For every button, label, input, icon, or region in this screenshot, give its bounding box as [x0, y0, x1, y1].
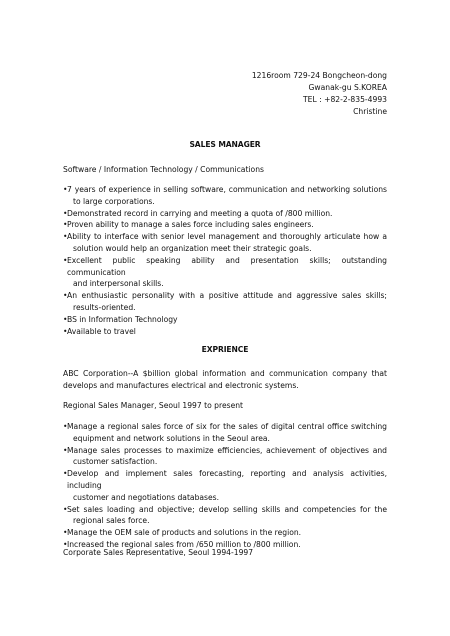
list-item-text: BS in Information Technology: [67, 314, 178, 324]
qualification-item: [63, 290, 387, 314]
position-title: Regional Sales Manager, Seoul 1997 to present: [63, 401, 244, 410]
company-description-line: ABC Corporation--A $billion global information and communication company that: [63, 369, 387, 378]
list-item-continuation: solution would help an organization meet their strategic goals.: [73, 243, 312, 253]
qualification-item: [63, 255, 387, 290]
duties-list: [63, 421, 387, 551]
bullet-marker: •: [63, 232, 68, 242]
address-district: Gwanak-gu S.KOREA: [308, 83, 387, 92]
company-description: [63, 368, 387, 392]
list-item-continuation: customer and negotiations databases.: [73, 492, 220, 502]
list-item-text: Manage the OEM sale of products and solutions in the region.: [67, 528, 302, 538]
list-item-text: An enthusiastic personality with a positive attitude and aggressive sales skills;: [67, 291, 387, 301]
qualification-item: [63, 326, 387, 338]
list-item-body: [67, 326, 387, 338]
list-item-continuation: and interpersonal skills.: [73, 279, 164, 289]
list-item-text: Increased the regional sales from /650 million to /800 million.: [67, 539, 301, 549]
list-item-body: [67, 208, 387, 220]
telephone: TEL : +82-2-835-4993: [303, 95, 387, 104]
bullet-marker: •: [63, 291, 68, 301]
objective-heading: SALES MANAGER: [189, 140, 261, 149]
duty-item: [63, 527, 387, 539]
bullet-marker: •: [63, 528, 68, 538]
list-item-text: Develop and implement sales forecasting, reporting and analysis activities, including: [67, 469, 387, 490]
list-item-text: Demonstrated record in carrying and meeting a quota of /800 million.: [67, 208, 333, 218]
list-item-body: [67, 314, 387, 326]
list-item-text: Proven ability to manage a sales force including sales engineers.: [67, 220, 314, 230]
qualification-item: [63, 314, 387, 326]
list-item-text: Manage a regional sales force of six for the sales of digital central office switching: [67, 422, 387, 431]
list-item-body: [67, 445, 387, 469]
list-item-continuation: regional sales force.: [73, 516, 150, 526]
bullet-marker: •: [63, 208, 68, 218]
list-item-body: [67, 184, 387, 208]
list-item-body: [67, 290, 387, 314]
duty-item: [63, 445, 387, 469]
bullet-marker: •: [63, 220, 68, 230]
list-item-body: [67, 527, 387, 539]
list-item-body: [67, 504, 387, 528]
list-item-text: Set sales loading and objective; develop selling skills and competencies for the: [67, 504, 387, 514]
bullet-marker: •: [63, 326, 68, 336]
bullet-marker: •: [63, 445, 68, 455]
list-item-continuation: customer satisfaction.: [73, 457, 158, 467]
qualification-item: [63, 208, 387, 220]
bullet-marker: •: [63, 539, 68, 549]
bullet-marker: •: [63, 185, 68, 194]
bullet-marker: •: [63, 314, 68, 324]
qualification-list: [63, 184, 387, 337]
list-item-body: [67, 468, 387, 503]
duty-item: [63, 468, 387, 503]
bullet-marker: •: [63, 422, 68, 431]
bullet-marker: •: [63, 469, 68, 479]
applicant-name: Christine: [353, 107, 387, 116]
list-item-body: [67, 219, 387, 231]
list-item-body: [67, 255, 387, 290]
objective-subtitle: Software / Information Technology / Communications: [63, 165, 264, 174]
list-item-text: 7 years of experience in selling software, communication and networking solutions: [67, 185, 387, 194]
address-line: 1216room 729-24 Bongcheon-dong: [251, 71, 387, 80]
list-item-text: Available to travel: [67, 326, 136, 336]
qualification-item: [63, 184, 387, 208]
list-item-continuation: to large corporations.: [73, 196, 155, 206]
contact-address-block: [252, 70, 387, 118]
company-description-line: develops and manufactures electrical and electronic systems.: [63, 380, 299, 390]
bullet-marker: •: [63, 504, 68, 514]
qualification-item: [63, 219, 387, 231]
experience-heading: EXPRIENCE: [201, 345, 249, 354]
list-item-continuation: equipment and network solutions in the Seoul area.: [73, 433, 270, 443]
qualification-item: [63, 231, 387, 255]
list-item-continuation: results-oriented.: [73, 302, 136, 312]
duty-item: [63, 504, 387, 528]
list-item-text: Ability to interface with senior level management and thoroughly articulate how a: [67, 232, 387, 242]
list-item-body: [67, 231, 387, 255]
list-item-text: Manage sales processes to maximize efficiencies, achievement of objectives and: [67, 445, 387, 455]
bullet-marker: •: [63, 255, 68, 265]
position-title: Corporate Sales Representative, Seoul 1994-1997: [63, 548, 254, 557]
list-item-body: [67, 421, 387, 445]
duty-item: [63, 421, 387, 445]
list-item-text: Excellent public speaking ability and presentation skills; outstanding communication: [67, 255, 387, 277]
